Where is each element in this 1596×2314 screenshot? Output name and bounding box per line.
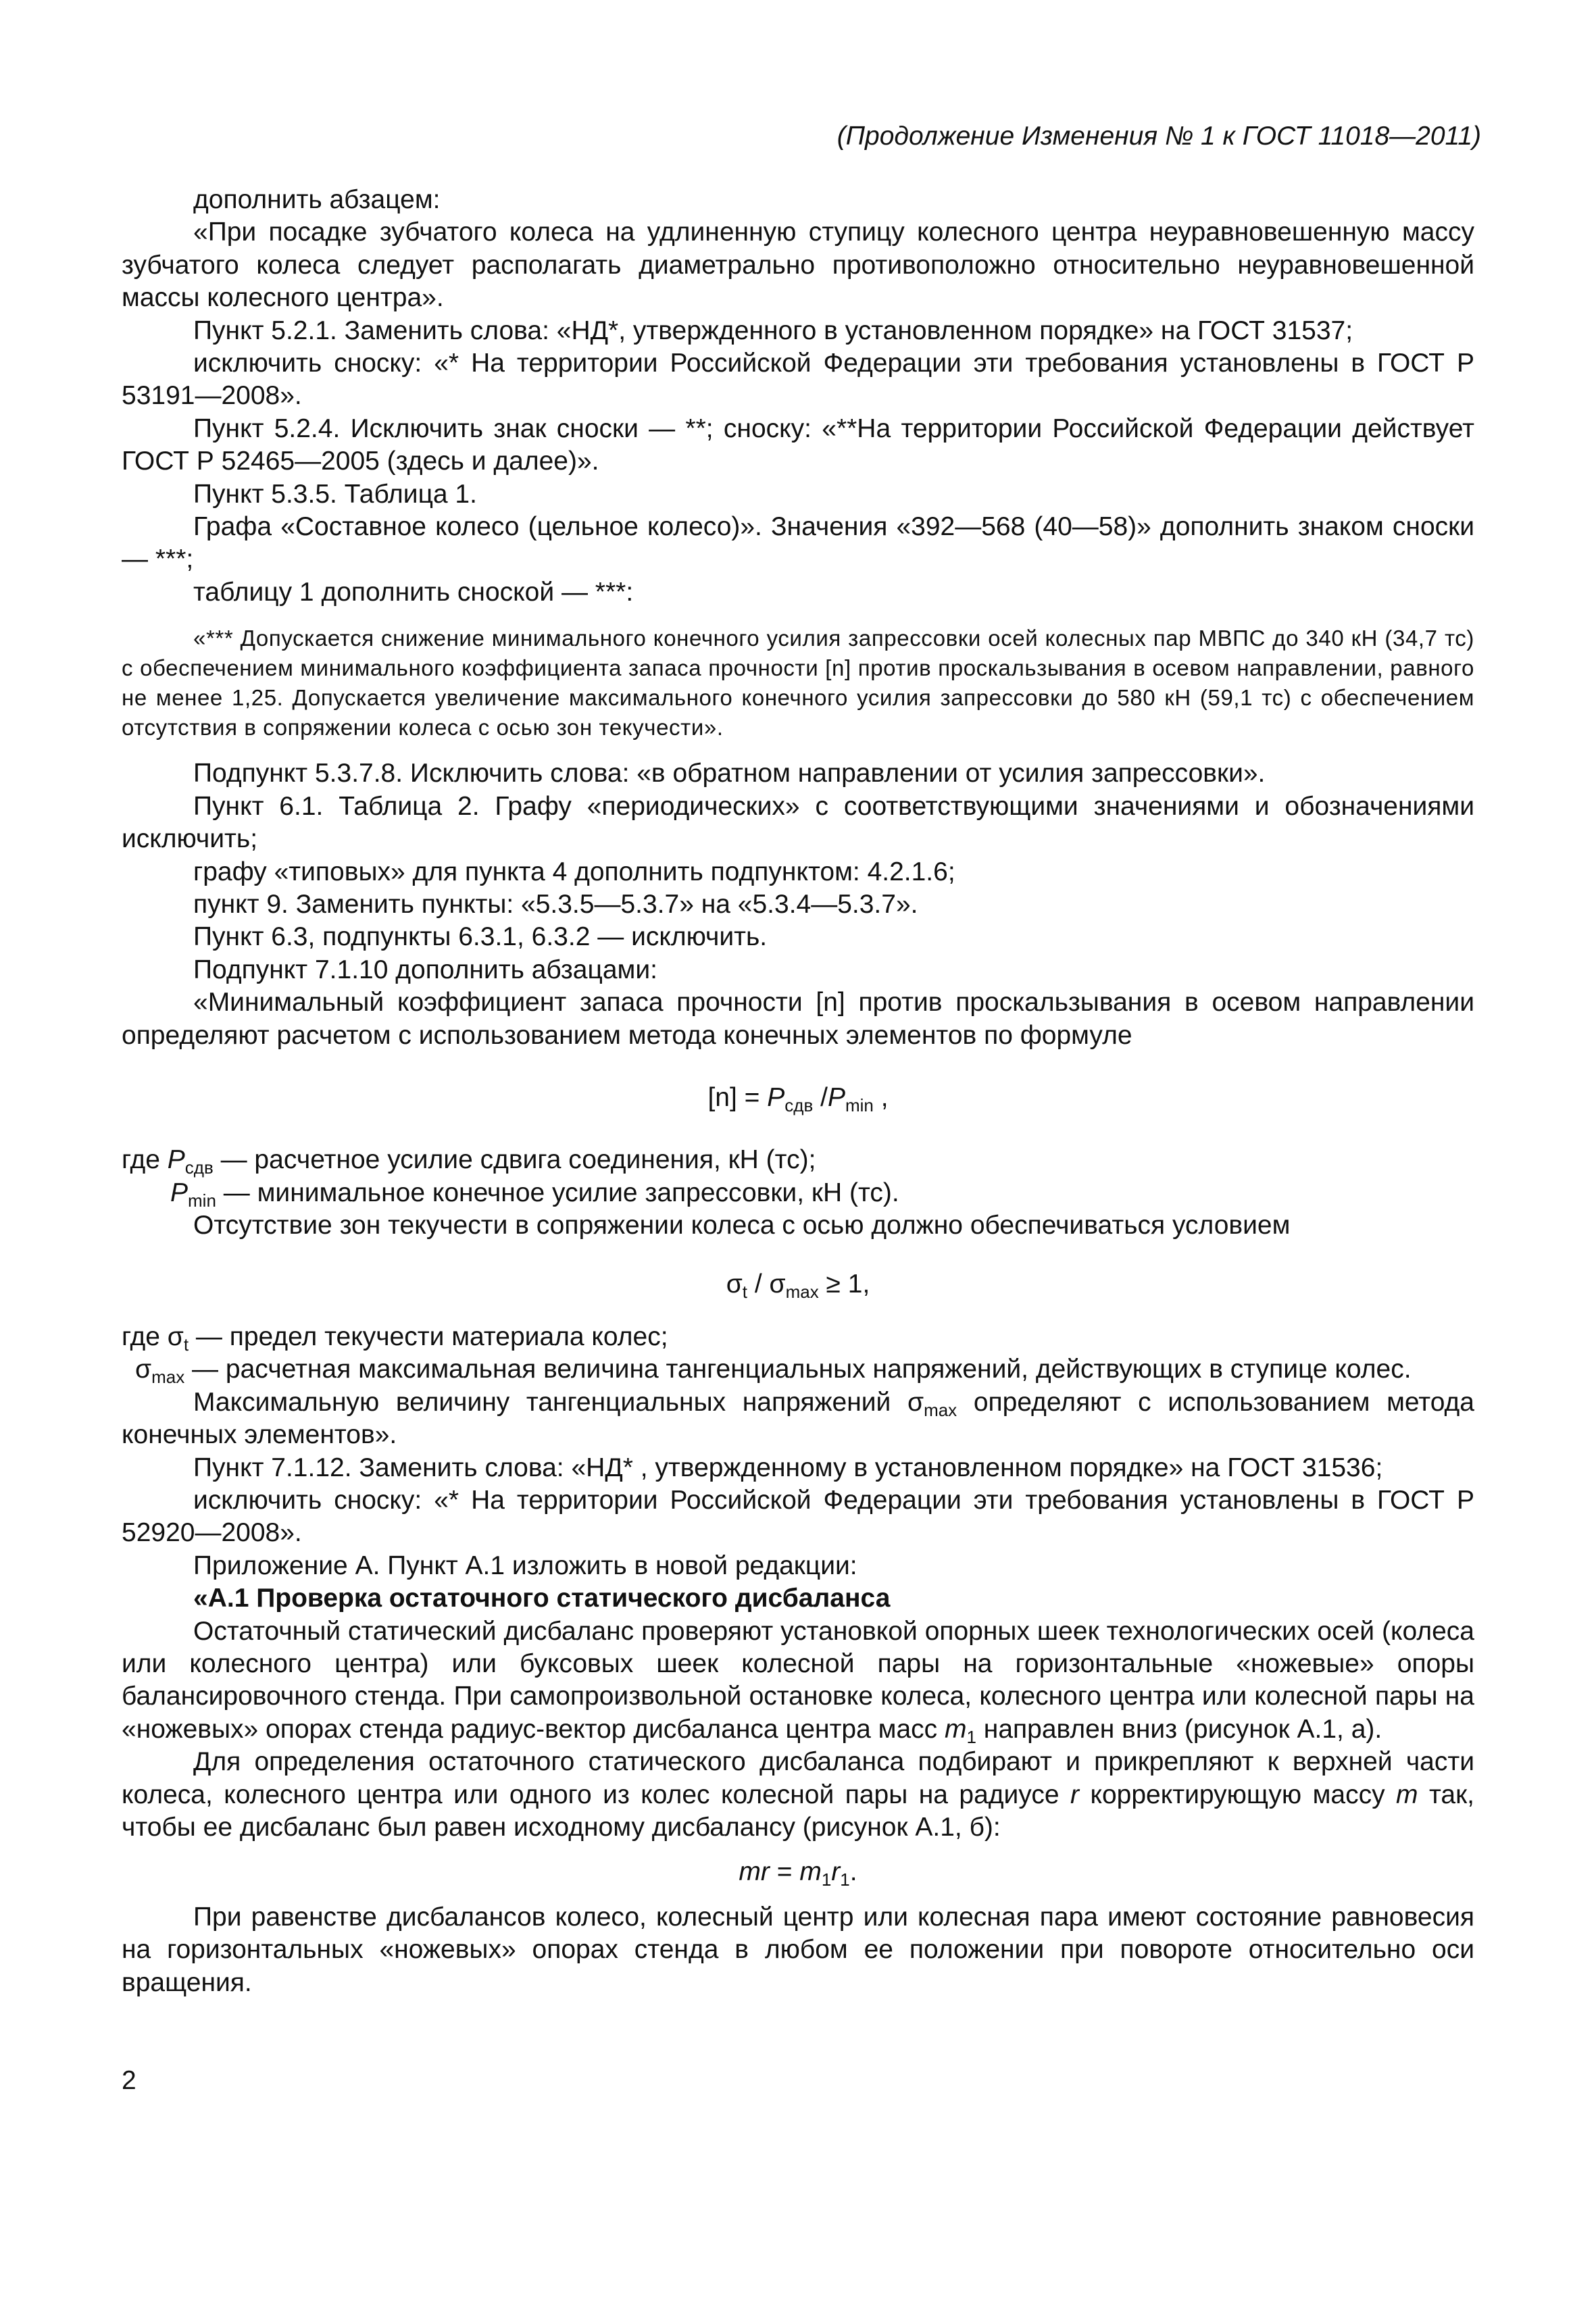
where-definition: $\sigma_{max}$ — расчетная максимальная величина тангенциальных напряжений, действующих в ступице колес. xyxy=(135,1355,1412,1388)
page-header: (Продолжение Изменения № 1 к ГОСТ 11018—2011) xyxy=(837,122,1481,151)
paragraph: Пункт 5.2.4. Исключить знак сноски — **; сноску: «**На территории Российской Федерации действует ГОСТ Р 52465—2005 (здесь и далее)». xyxy=(122,413,1474,476)
section-heading: «А.1 Проверка остаточного статического дисбаланса xyxy=(193,1584,891,1613)
footnote-text: «*** Допускается снижение минимального конечного усилия запрессовки осей колесных пар МВПС до 340 кН (34,7 тс) с обеспечением минимального коэффициента запаса прочности [n] против проскальзывания в осевом направлении, равного не менее 1,25. Допускается увеличение максимального конечного усилия запрессовки до 580 кН (59,1 тс) с обеспечением отсутствия в сопряжении колеса с осью зон текучести». xyxy=(122,626,1474,740)
paragraph: Пункт 7.1.12. Заменить слова: «НД* , утвержденному в установленном порядке» на ГОСТ 31536; xyxy=(193,1453,1383,1482)
formula-yield-condition: $\sigma_t / \sigma_{max} \ge 1$, xyxy=(726,1269,870,1302)
formula-imbalance: mr = $m_1r_1$. xyxy=(739,1857,857,1890)
paragraph: Отсутствие зон текучести в сопряжении колеса с осью должно обеспечиваться условием xyxy=(193,1211,1291,1240)
paragraph: пункт 9. Заменить пункты: «5.3.5—5.3.7» на «5.3.4—5.3.7». xyxy=(193,889,918,919)
paragraph: дополнить абзацем: xyxy=(193,185,441,214)
page-number: 2 xyxy=(122,2066,136,2095)
paragraph: таблицу 1 дополнить сноской — ***: xyxy=(193,577,634,607)
formula-safety-factor: $[n] = P_{сдв}$ $/P_{min}$ , xyxy=(707,1082,889,1115)
paragraph: «При посадке зубчатого колеса на удлиненную ступицу колесного центра неуравновешенную массу зубчатого колеса следует располагать диаметрально противоположно относительно неуравновешенной массы колесного центра». xyxy=(122,218,1474,313)
where-definition: где $P_{сдв}$ — расчетное усилие сдвига соединения, кН (тс); xyxy=(122,1145,816,1178)
paragraph: Графа «Составное колесо (цельное колесо)». Значения «392—568 (40—58)» дополнить знаком сноски — ***; xyxy=(122,512,1474,574)
paragraph: Пункт 5.3.5. Таблица 1. xyxy=(193,479,477,509)
paragraph: Пункт 6.1. Таблица 2. Графу «периодических» с соответствующими значениями и обозначениями исключить; xyxy=(122,791,1474,854)
paragraph: При равенстве дисбалансов колесо, колесный центр или колесная пара имеют состояние равновесия на горизонтальных «ножевых» опорах стенда в любом ее положении при повороте относительно оси вращения. xyxy=(122,1902,1474,1997)
paragraph: Приложение А. Пункт А.1 изложить в новой редакции: xyxy=(193,1551,857,1580)
where-definition: $P_{min}$ — минимальное конечное усилие запрессовки, кН (тс). xyxy=(170,1178,899,1211)
paragraph: графу «типовых» для пункта 4 дополнить подпунктом: 4.2.1.6; xyxy=(193,857,955,886)
paragraph: Подпункт 5.3.7.8. Исключить слова: «в обратном направлении от усилия запрессовки». xyxy=(193,759,1266,788)
paragraph: Пункт 5.2.1. Заменить слова: «НД*, утвержденного в установленном порядке» на ГОСТ 31537; xyxy=(193,316,1353,345)
paragraph: Для определения остаточного статического дисбаланса подбирают и прикрепляют к верхней части колеса, колесного центра или одного из колес колесной пары на радиусе r корректирующую массу m так, чтобы ее дисбаланс был равен исходному дисбалансу (рисунок А.1, б): xyxy=(122,1747,1474,1842)
paragraph: исключить сноску: «* На территории Российской Федерации эти требования установлены в ГОСТ Р 52920—2008». xyxy=(122,1486,1474,1548)
where-definition: где $\sigma_t$ — предел текучести материала колес; xyxy=(122,1322,668,1355)
paragraph: Пункт 6.3, подпункты 6.3.1, 6.3.2 — исключить. xyxy=(193,922,768,952)
paragraph: Подпункт 7.1.10 дополнить абзацами: xyxy=(193,955,657,984)
paragraph: Максимальную величину тангенциальных напряжений $\sigma_{max}$ определяют с использованием метода конечных элементов». xyxy=(122,1387,1474,1450)
paragraph: исключить сноску: «* На территории Российской Федерации эти требования установлены в ГОСТ Р 53191—2008». xyxy=(122,349,1474,411)
paragraph: «Минимальный коэффициент запаса прочности [n] против проскальзывания в осевом направлении определяют расчетом с использованием метода конечных элементов по формуле xyxy=(122,988,1474,1050)
document-body xyxy=(122,184,1474,1999)
paragraph: Остаточный статический дисбаланс проверяют установкой опорных шеек технологических осей (колеса или колесного центра) или буксовых шеек колесной пары на горизонтальные «ножевые» опоры балансировочного стенда. При самопроизвольной остановке колеса, колесного центра или колесной пары на «ножевых» опорах стенда радиус-вектор дисбаланса центра масс $m_1$ направлен вниз (рисунок А.1, а). xyxy=(122,1616,1474,1747)
